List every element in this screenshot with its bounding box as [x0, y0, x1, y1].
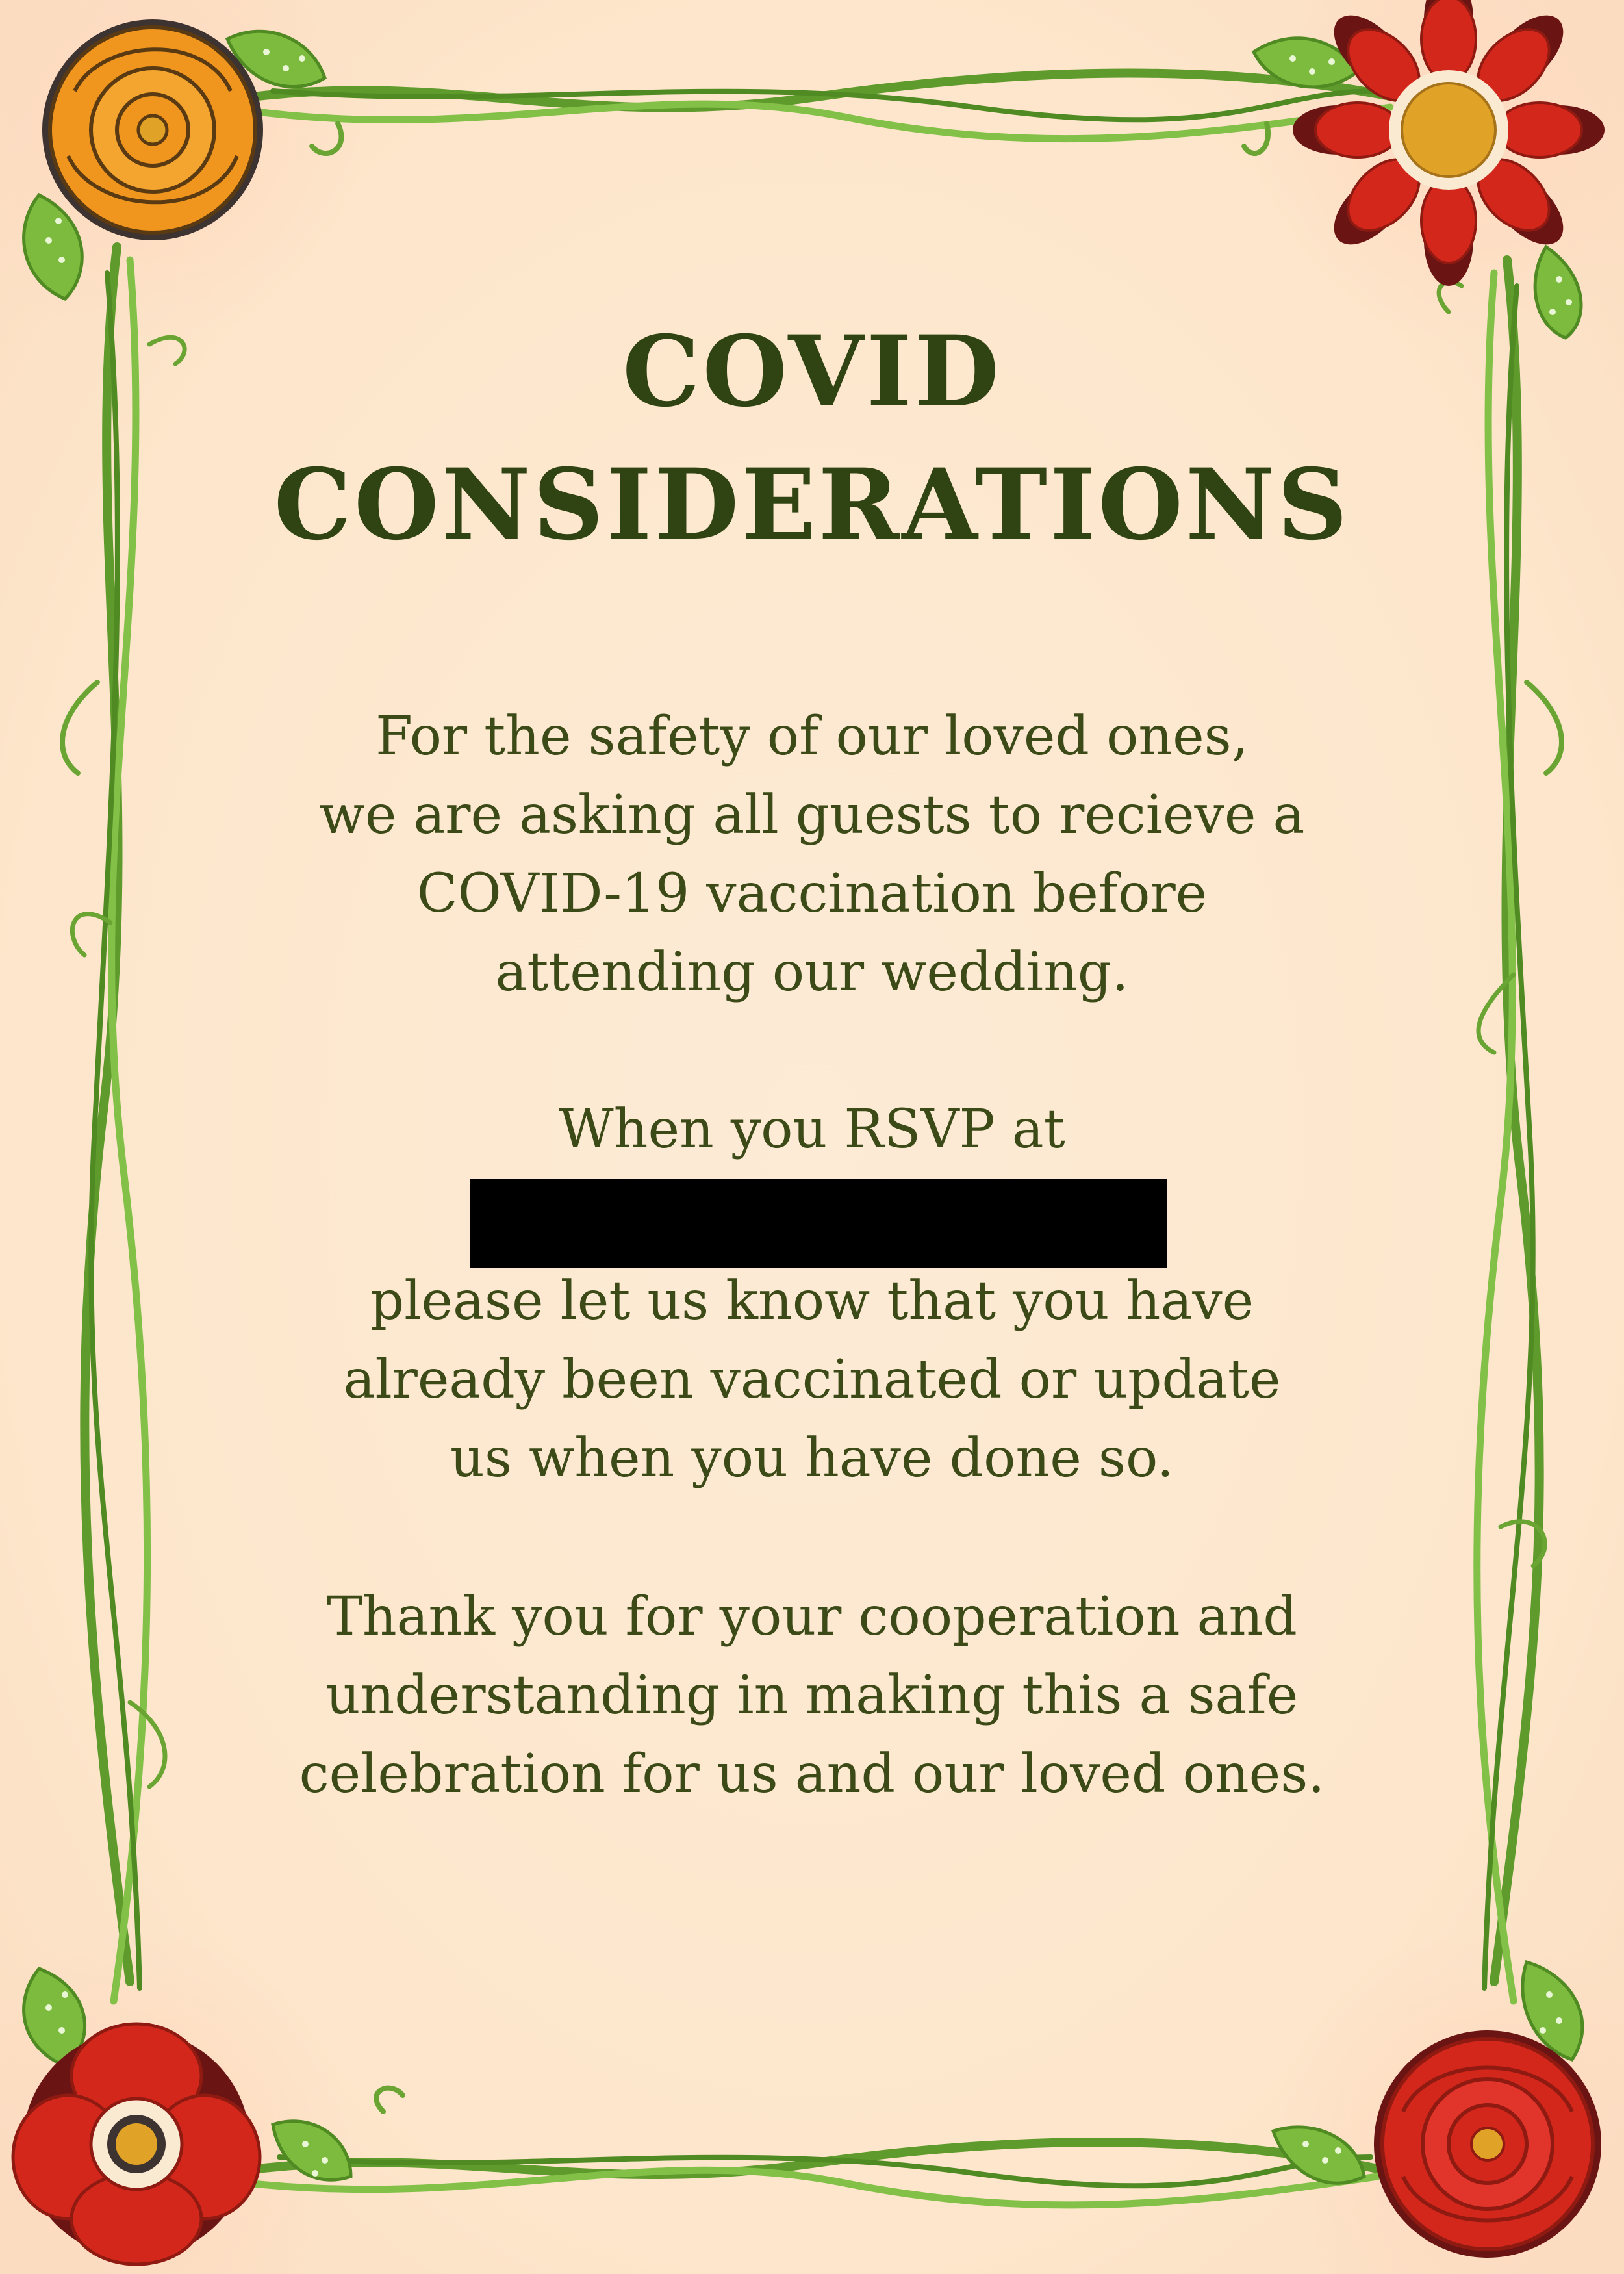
- bottom-vine: [247, 2088, 1384, 2205]
- text-line: COVID-19 vaccination before: [416, 863, 1208, 925]
- left-vine: [62, 247, 184, 2001]
- text-line: we are asking all guests to recieve a: [319, 784, 1305, 846]
- orange-rose-icon: [42, 19, 263, 240]
- right-vine: [1439, 260, 1562, 2001]
- text-line: please let us know that you have: [370, 1270, 1254, 1332]
- paragraph-rsvp: [227, 1090, 1397, 1169]
- text-line: For the safety of our loved ones,: [375, 706, 1249, 767]
- paragraph-vaccination-request: [227, 697, 1397, 1012]
- text-line: us when you have done so.: [450, 1427, 1174, 1489]
- text-line: Thank you for your cooperation and: [327, 1586, 1297, 1648]
- title-line-2: CONSIDERATIONS: [273, 448, 1351, 562]
- text-line: understanding in making this a safe: [325, 1665, 1299, 1726]
- page-title: [260, 305, 1364, 572]
- red-rose-icon: [1374, 2030, 1601, 2258]
- paragraph-update-us: [227, 1262, 1397, 1498]
- top-vine: [247, 73, 1397, 154]
- redacted-rsvp-link: [470, 1179, 1167, 1268]
- title-line-1: COVID: [622, 314, 1002, 429]
- text-line: attending our wedding.: [495, 941, 1129, 1003]
- text-line: already been vaccinated or update: [343, 1349, 1281, 1411]
- paragraph-thank-you: [227, 1578, 1397, 1813]
- text-line: celebration for us and our loved ones.: [299, 1743, 1325, 1805]
- text-line: When you RSVP at: [559, 1099, 1065, 1160]
